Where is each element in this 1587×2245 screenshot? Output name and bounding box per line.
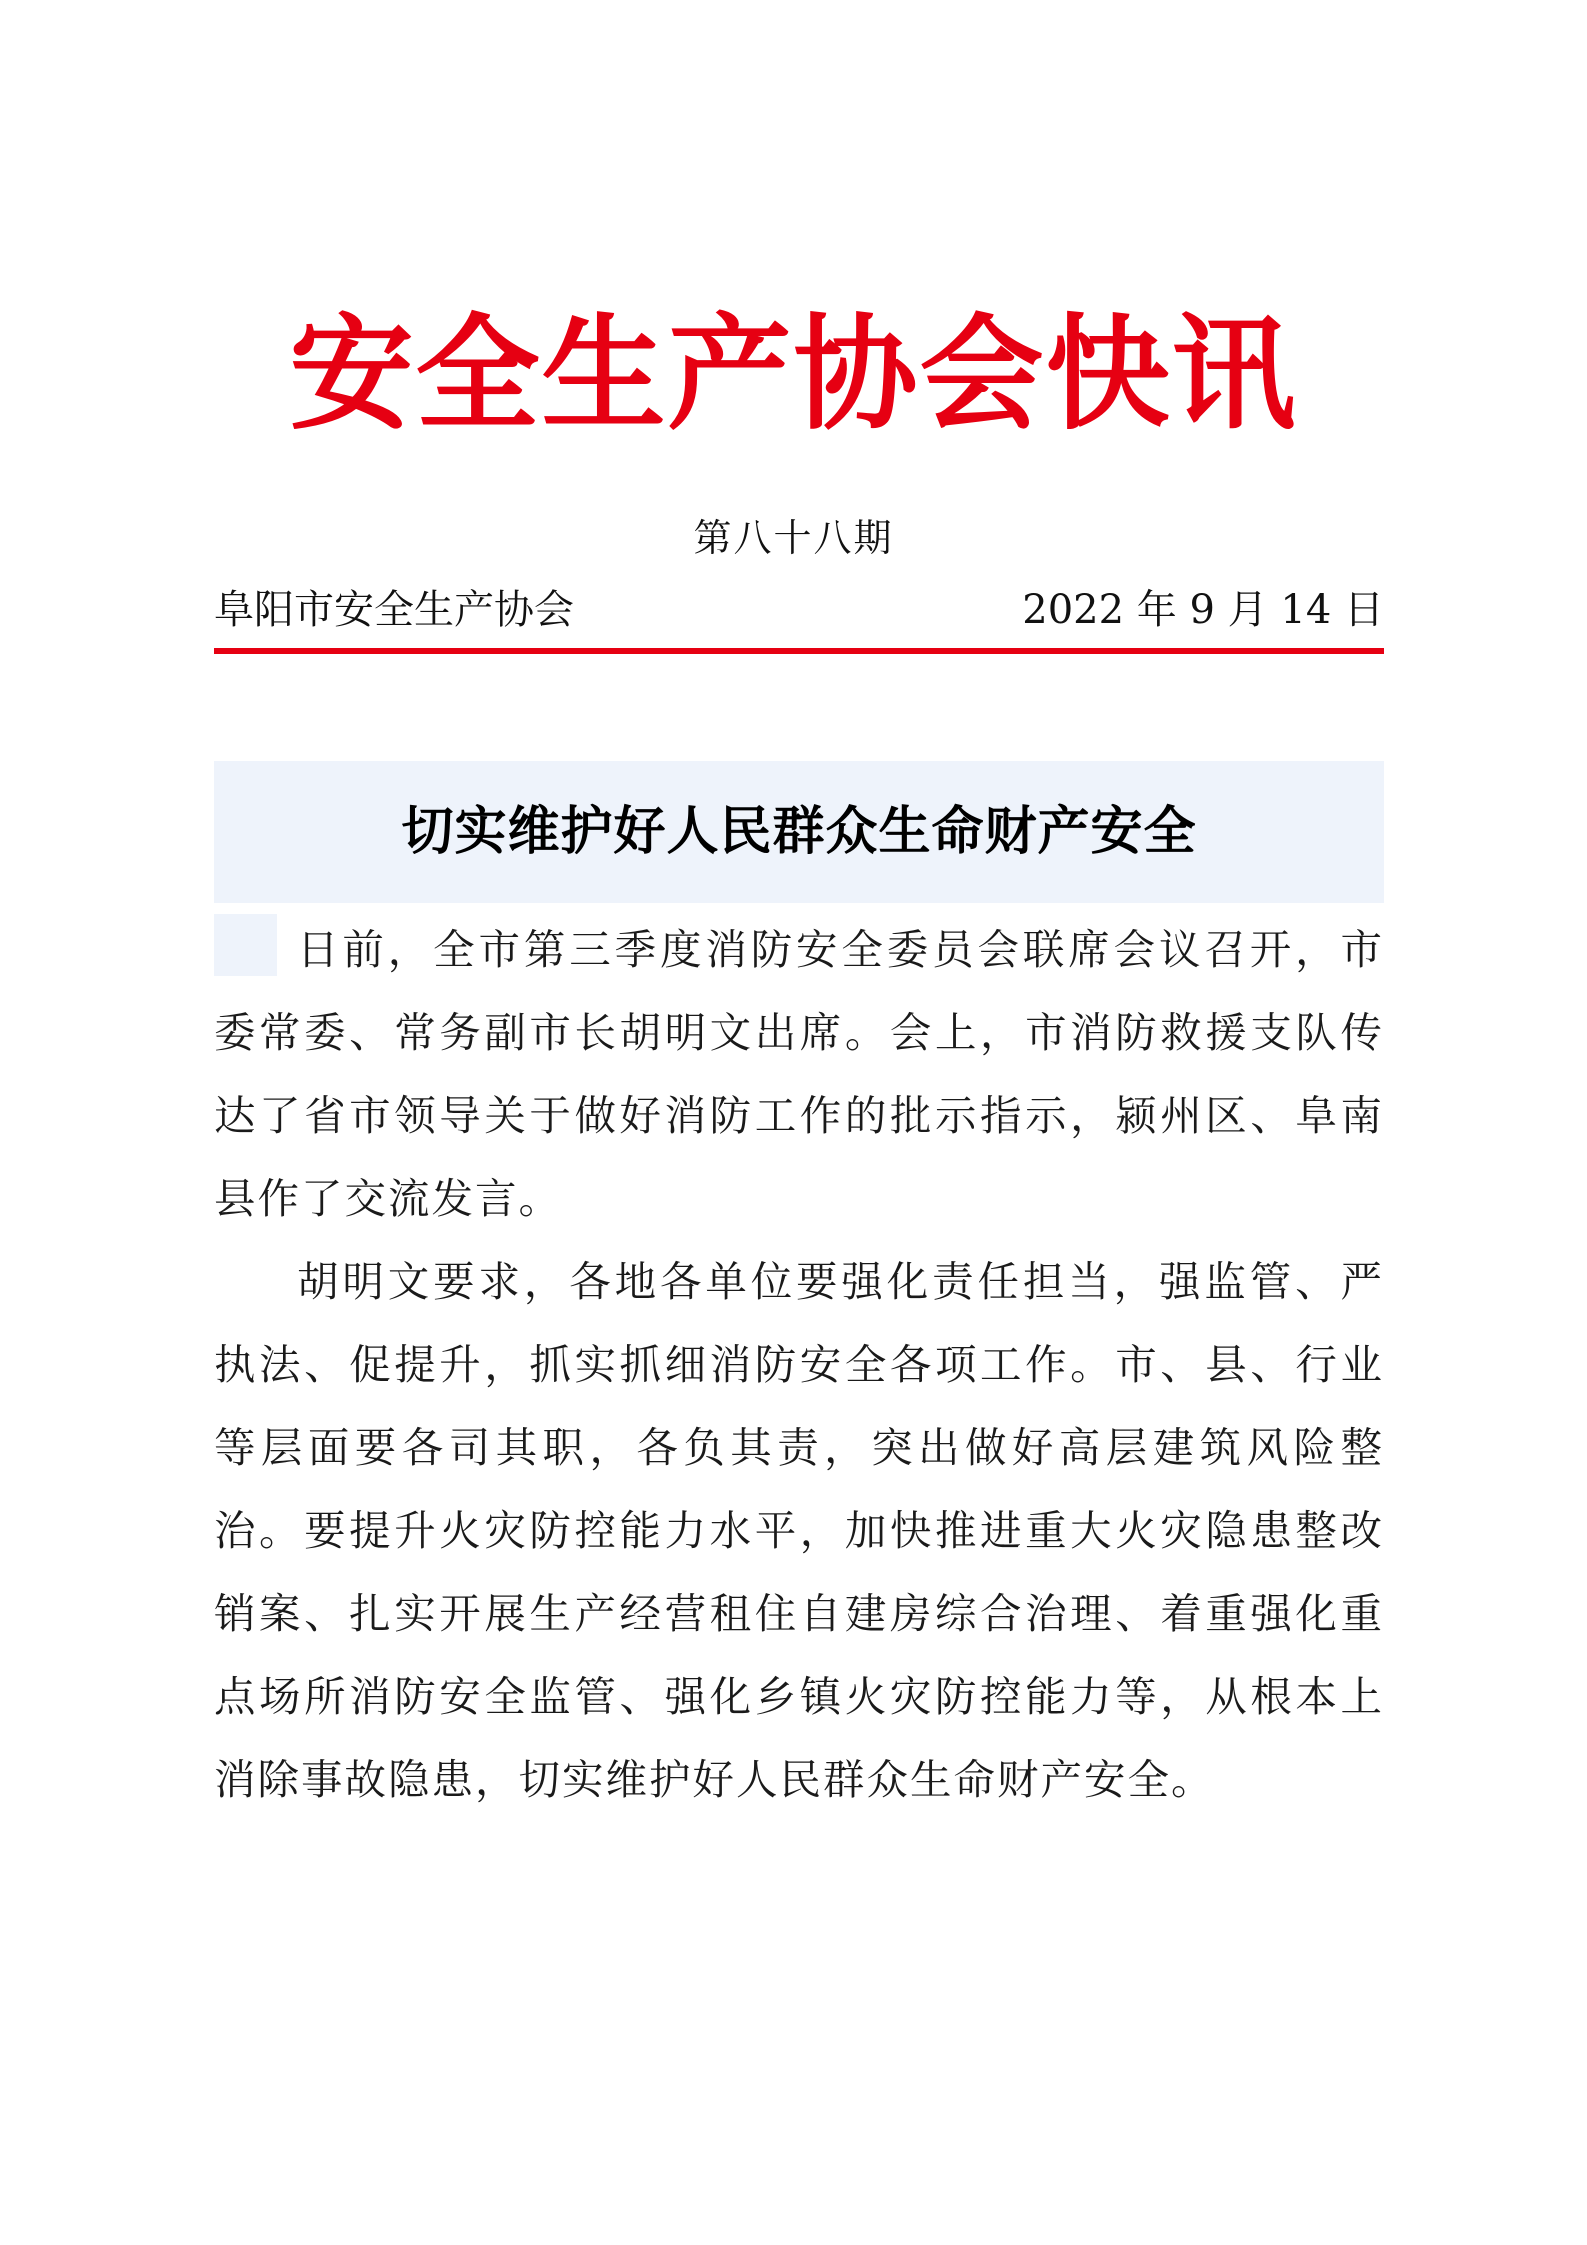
publisher-organization: 阜阳市安全生产协会 [214, 587, 574, 633]
masthead-divider [214, 648, 1384, 654]
article-paragraph: 日前，全市第三季度消防安全委员会联席会议召开，市委常委、常务副市长胡明文出席。会上，市消防救援支队传达了省市领导关于做好消防工作的批示指示，颍州区、阜南县作了交流发言。 [214, 925, 1384, 1223]
masthead-meta-row [214, 580, 1384, 640]
article-body [214, 908, 1384, 1821]
headline-banner [214, 761, 1384, 903]
article-paragraph: 胡明文要求，各地各单位要强化责任担当，强监管、严执法、促提升，抓实抓细消防安全各项工作。市、县、行业等层面要各司其职，各负其责，突出做好高层建筑风险整治。要提升火灾防控能力水平，加快推进重大火灾隐患整改销案、扎实开展生产经营租住自建房综合治理、着重强化重点场所消防安全监管、强化乡镇火灾防控能力等，从根本上消除事故隐患，切实维护好人民群众生命财产安全。 [214, 1257, 1384, 1804]
masthead-title: 安全生产协会快讯 [289, 302, 1298, 447]
article-headline: 切实维护好人民群众生命财产安全 [401, 802, 1197, 862]
issue-number: 第八十八期 [693, 516, 894, 560]
publish-date: 2022 年 9 月 14 日 [1022, 587, 1384, 633]
